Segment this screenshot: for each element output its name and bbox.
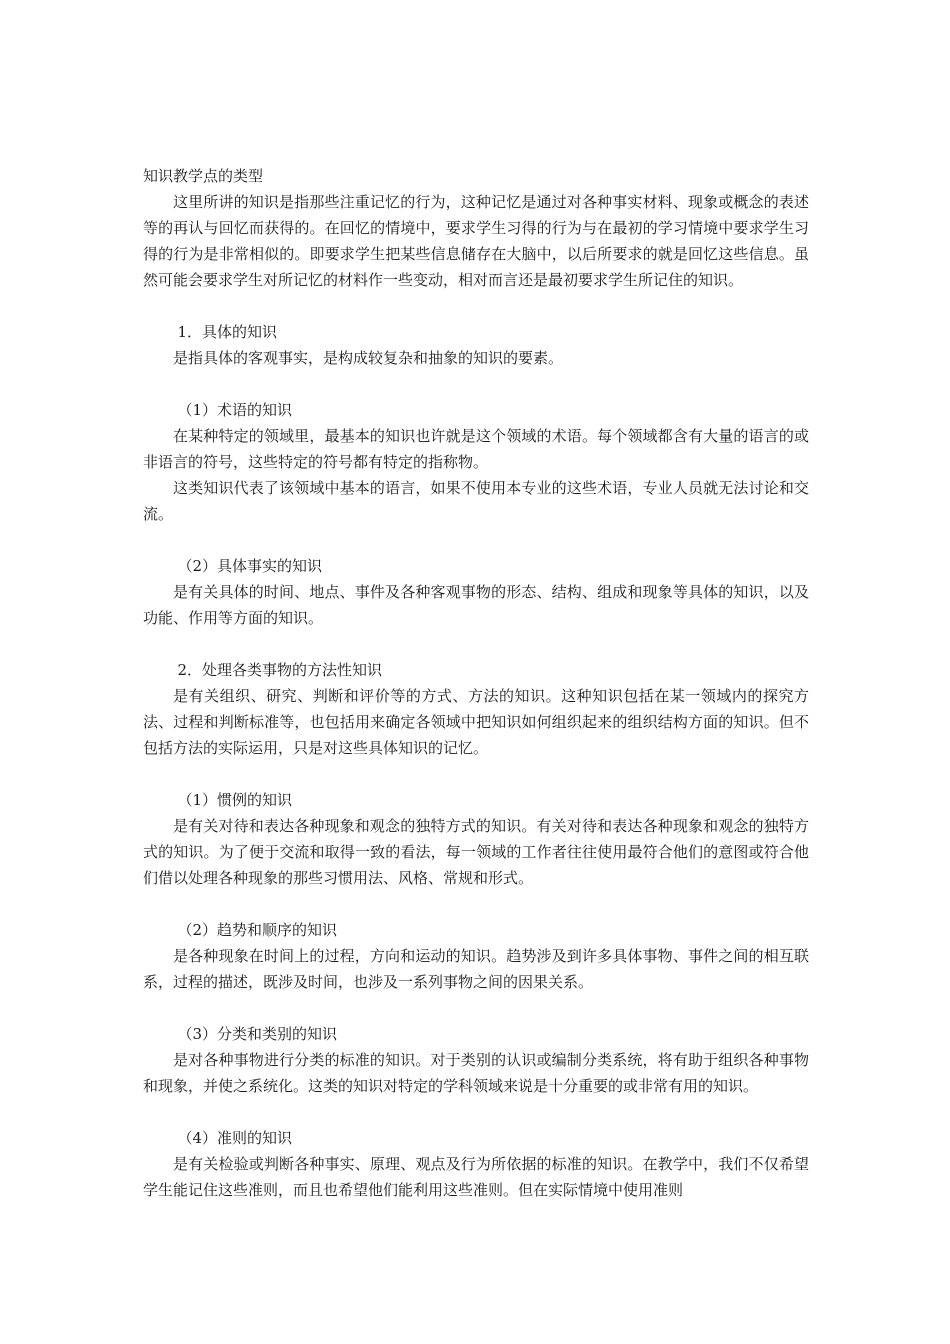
document-page <box>143 163 809 1203</box>
intro-paragraph: 这里所讲的知识是指那些注重记忆的行为，这种记忆是通过对各种事实材料、现象或概念的表述等的再认与回忆而获得的。在回忆的情境中，要求学生习得的行为与在最初的学习情境中要求学生习得的行为是非常相似的。即要求学生把某些信息储存在大脑中，以后所要求的就是回忆这些信息。虽然可能会要求学生对所记忆的材料作一些变动，相对而言还是最初要求学生所记住的知识。 <box>143 193 809 289</box>
section-2-2-heading: （2）趋势和顺序的知识 <box>177 921 338 939</box>
spacer <box>143 761 809 787</box>
section-2-heading: 2．处理各类事物的方法性知识 <box>177 661 383 679</box>
section-2-3-body: 是对各种事物进行分类的标准的知识。对于类别的认识或编制分类系统，将有助于组织各种事物和现象，并使之系统化。这类的知识对特定的学科领域来说是十分重要的或非常有用的知识。 <box>143 1051 809 1095</box>
section-2-4-body: 是有关检验或判断各种事实、原理、观点及行为所依据的标准的知识。在教学中，我们不仅希望学生能记住这些准则，而且也希望他们能利用这些准则。但在实际情境中使用准则 <box>143 1155 809 1199</box>
section-2-2-body: 是各种现象在时间上的过程，方向和运动的知识。趋势涉及到许多具体事物、事件之间的相互联系，过程的描述，既涉及时间，也涉及一系列事物之间的因果关系。 <box>143 947 809 991</box>
spacer <box>143 631 809 657</box>
section-2-1-heading: （1）惯例的知识 <box>177 791 293 809</box>
section-1-2-body: 是有关具体的时间、地点、事件及各种客观事物的形态、结构、组成和现象等具体的知识，以及功能、作用等方面的知识。 <box>143 583 809 627</box>
section-1-2-heading: （2）具体事实的知识 <box>177 557 323 575</box>
spacer <box>143 527 809 553</box>
section-1-1-body-2: 这类知识代表了该领域中基本的语言，如果不使用本专业的这些术语，专业人员就无法讨论和交流。 <box>143 479 809 523</box>
spacer <box>143 293 809 319</box>
section-2-4-heading: （4）准则的知识 <box>177 1129 293 1147</box>
section-2-body: 是有关组织、研究、判断和评价等的方式、方法的知识。这种知识包括在某一领域内的探究方法、过程和判断标准等，也包括用来确定各领域中把知识如何组织起来的组织结构方面的知识。但不包括方法的实际运用，只是对这些具体知识的记忆。 <box>143 687 809 757</box>
section-1-1-body-1: 在某种特定的领域里，最基本的知识也许就是这个领域的术语。每个领域都含有大量的语言的或非语言的符号，这些特定的符号都有特定的指称物。 <box>143 427 809 471</box>
section-1-body: 是指具体的客观事实，是构成较复杂和抽象的知识的要素。 <box>173 349 564 367</box>
section-1-heading: 1．具体的知识 <box>177 323 278 341</box>
spacer <box>143 1099 809 1125</box>
spacer <box>143 995 809 1021</box>
section-2-1-body: 是有关对待和表达各种现象和观念的独特方式的知识。有关对待和表达各种现象和观念的独特方式的知识。为了便于交流和取得一致的看法，每一领域的工作者往往使用最符合他们的意图或符合他们借以处理各种现象的那些习惯用法、风格、常规和形式。 <box>143 817 809 887</box>
section-2-3-heading: （3）分类和类别的知识 <box>177 1025 338 1043</box>
spacer <box>143 891 809 917</box>
spacer <box>143 371 809 397</box>
document-title: 知识教学点的类型 <box>143 167 264 185</box>
section-1-1-heading: （1）术语的知识 <box>177 401 293 419</box>
